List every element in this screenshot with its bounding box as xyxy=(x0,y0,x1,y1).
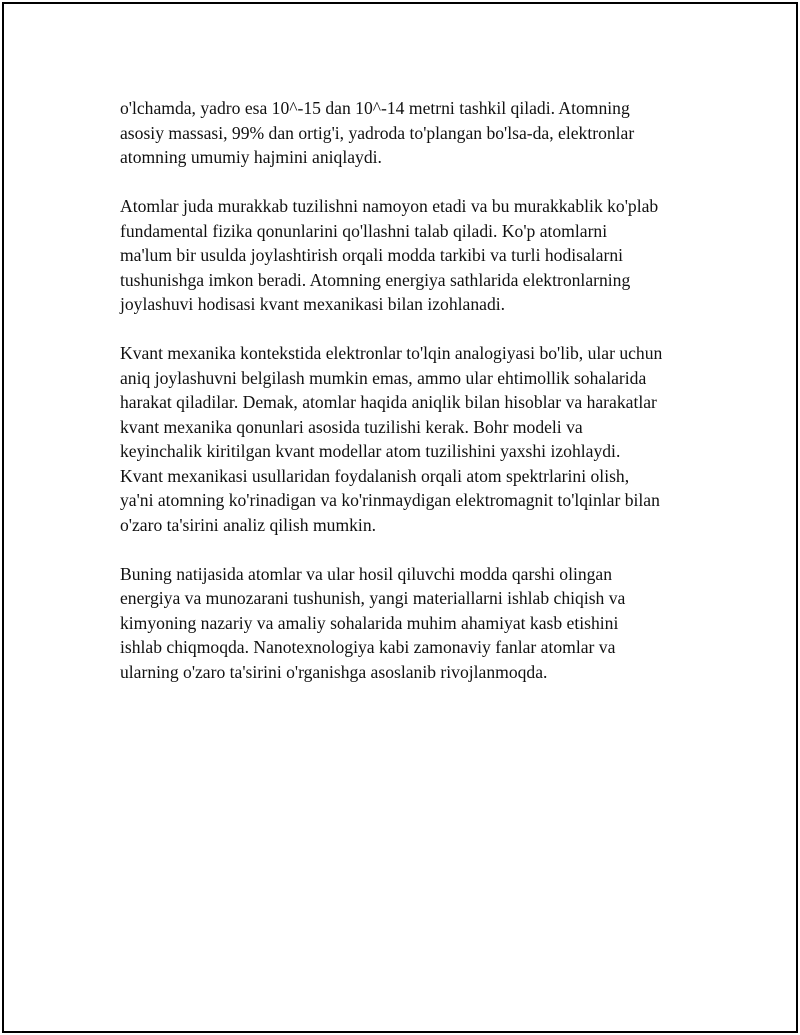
text-line: ularning o'zaro ta'sirini o'rganishga asoslanib rivojlanmoqda. xyxy=(120,661,548,682)
text-line: joylashuvi hodisasi kvant mexanikasi bilan izohlanadi. xyxy=(120,294,506,314)
text-line: ma'lum bir usulda joylashtirish orqali modda tarkibi va turli hodisalarni xyxy=(120,245,624,265)
text-line: harakat qiladilar. Demak, atomlar haqida aniqlik bilan hisoblar va harakatlar xyxy=(120,392,657,412)
text-line: o'lchamda, yadro esa 10^-15 dan 10^-14 metrni tashkil qiladi. Atomning xyxy=(120,98,630,118)
text-line: atomning umumiy hajmini aniqlaydi. xyxy=(120,147,382,167)
paragraph-4 xyxy=(120,562,700,685)
text-line: Kvant mexanika kontekstida elektronlar to'lqin analogiyasi bo'lib, ular uchun xyxy=(120,343,663,363)
document-body xyxy=(120,96,700,709)
text-line: tushunishga imkon beradi. Atomning energiya sathlarida elektronlarning xyxy=(120,269,631,290)
paragraph-2 xyxy=(120,194,700,317)
text-line: aniq joylashuvni belgilash mumkin emas, ammo ular ehtimollik sohalarida xyxy=(120,367,647,388)
text-line: Buning natijasida atomlar va ular hosil qiluvchi modda qarshi olingan xyxy=(120,563,613,584)
text-line: asosiy massasi, 99% dan ortig'i, yadroda to'plangan bo'lsa-da, elektronlar xyxy=(120,122,635,143)
text-line: keyinchalik kiritilgan kvant modellar atom tuzilishini yaxshi izohlaydi. xyxy=(120,441,621,461)
text-line: energiya va munozarani tushunish, yangi materiallarni ishlab chiqish va xyxy=(120,588,626,608)
page-frame xyxy=(2,2,798,1033)
text-line: ya'ni atomning ko'rinadigan va ko'rinmaydigan elektromagnit to'lqinlar bilan xyxy=(120,490,660,510)
text-line: kvant mexanika qonunlari asosida tuzilishi kerak. Bohr modeli va xyxy=(120,416,583,437)
text-line: ishlab chiqmoqda. Nanotexnologiya kabi zamonaviy fanlar atomlar va xyxy=(120,637,616,657)
text-line: o'zaro ta'sirini analiz qilish mumkin. xyxy=(120,514,377,535)
paragraph-1 xyxy=(120,96,700,170)
text-line: kimyoning nazariy va amaliy sohalarida muhim ahamiyat kasb etishini xyxy=(120,612,619,633)
text-line: fundamental fizika qonunlarini qo'llashni talab qiladi. Ko'p atomlarni xyxy=(120,220,608,241)
text-line: Kvant mexanikasi usullaridan foydalanish orqali atom spektrlarini olish, xyxy=(120,465,630,486)
text-line: Atomlar juda murakkab tuzilishni namoyon etadi va bu murakkablik ko'plab xyxy=(120,196,659,216)
paragraph-3 xyxy=(120,341,700,537)
